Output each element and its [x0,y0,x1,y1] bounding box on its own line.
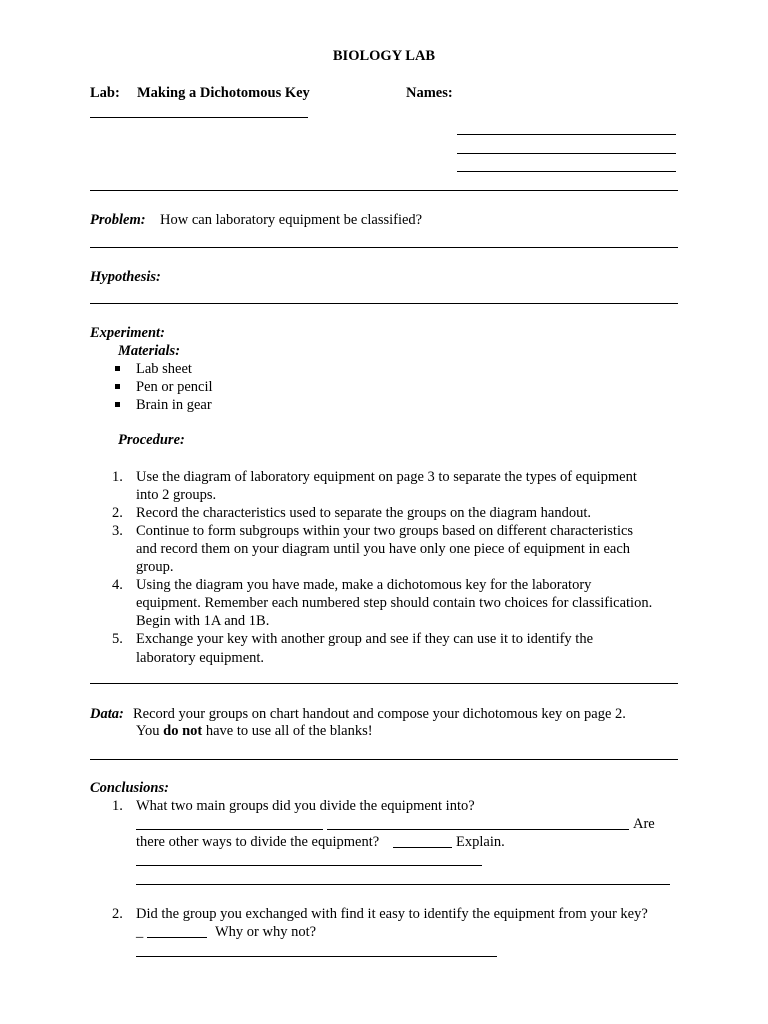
section-divider [90,190,678,191]
data-text: Record your groups on chart handout and compose your dichotomous key on page 2. [133,706,626,722]
name-blank-2[interactable] [457,134,676,135]
name-blank-3[interactable] [457,153,676,154]
data-text-part: You [136,723,164,739]
question-number: 2. [112,906,123,922]
question-text: Are [633,816,655,832]
answer-blank[interactable] [136,956,497,957]
hypothesis-label: Hypothesis: [90,269,161,285]
bullet-icon [115,402,120,407]
step-text: Begin with 1A and 1B. [136,613,270,629]
question-text: Why or why not? [215,924,317,940]
answer-blank[interactable] [136,865,482,866]
step-number: 1. [112,469,123,485]
conclusions-label: Conclusions: [90,780,169,796]
step-text: laboratory equipment. [136,650,265,666]
question-text: there other ways to divide the equipment? [136,834,380,850]
name-blank-4[interactable] [457,171,676,172]
section-divider [90,759,678,760]
data-label: Data: [90,706,124,722]
section-divider [90,247,678,248]
step-text: equipment. Remember each numbered step should contain two choices for classification. [136,595,653,611]
material-item: Pen or pencil [136,379,213,395]
section-divider [90,683,678,684]
materials-label: Materials: [118,343,181,359]
bullet-icon [115,366,120,371]
step-text: Exchange your key with another group and see if they can use it to identify the [136,631,594,647]
step-number: 5. [112,631,123,647]
step-text: group. [136,559,174,575]
answer-blank[interactable] [327,829,629,830]
problem-label: Problem: [90,212,146,228]
step-text: Record the characteristics used to separate the groups on the diagram handout. [136,505,591,521]
answer-blank[interactable] [136,884,670,885]
hypothesis-answer-line[interactable] [90,303,678,304]
step-text: Using the diagram you have made, make a dichotomous key for the laboratory [136,577,592,593]
lab-title: Making a Dichotomous Key [137,85,310,101]
question-text: What two main groups did you divide the equipment into? [136,798,475,814]
page-title: BIOLOGY LAB [332,48,436,64]
step-number: 4. [112,577,123,593]
question-text: Explain. [456,834,505,850]
step-text: Continue to form subgroups within your two groups based on different characteristics [136,523,634,539]
step-text: Use the diagram of laboratory equipment on page 3 to separate the types of equipment [136,469,637,485]
procedure-label: Procedure: [118,432,185,448]
lab-label: Lab: [90,85,120,101]
step-text: and record them on your diagram until you have only one piece of equipment in each [136,541,631,557]
step-number: 2. [112,505,123,521]
answer-blank[interactable] [136,829,323,830]
answer-blank[interactable] [147,937,207,938]
bullet-icon [115,384,120,389]
data-text-emphasis: do not [163,723,203,739]
names-label: Names: [406,85,453,101]
problem-text: How can laboratory equipment be classified? [160,212,423,228]
question-text: Did the group you exchanged with find it easy to identify the equipment from your key? [136,906,648,922]
data-text-part: have to use all of the blanks! [202,723,373,739]
question-number: 1. [112,798,123,814]
answer-blank[interactable] [393,847,452,848]
data-text [136,722,373,740]
material-item: Brain in gear [136,397,212,413]
name-blank-1[interactable] [90,117,308,118]
answer-blank-prefix: _ [136,924,144,940]
material-item: Lab sheet [136,361,192,377]
step-text: into 2 groups. [136,487,217,503]
experiment-label: Experiment: [90,325,165,341]
step-number: 3. [112,523,123,539]
